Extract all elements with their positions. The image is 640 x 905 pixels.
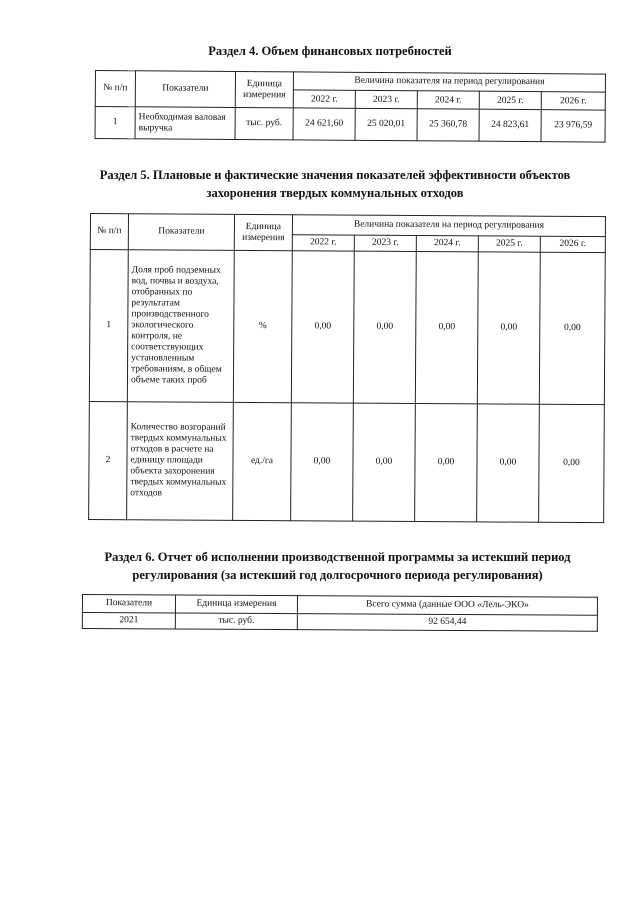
s4-row-unit: тыс. руб. xyxy=(235,107,293,139)
s5-row-value: 0,00 xyxy=(415,403,478,521)
table-row xyxy=(89,401,605,522)
s4-row-value: 24 823,61 xyxy=(479,109,541,141)
s4-year: 2022 г. xyxy=(293,90,355,108)
s4-row-num: 1 xyxy=(95,107,135,139)
s5-header-num: № п/п xyxy=(90,214,128,250)
s5-year: 2026 г. xyxy=(540,236,605,252)
s6-row-total: 92 654,44 xyxy=(297,614,597,632)
s5-row-value: 0,00 xyxy=(291,251,354,403)
s6-row-indicator: 2021 xyxy=(82,613,175,629)
s4-row-value: 25 020,01 xyxy=(355,108,417,140)
s4-year: 2024 г. xyxy=(417,91,479,109)
section4-title: Раздел 4. Объем финансовых потребностей xyxy=(208,44,452,58)
s4-header-unit: Единица измерения xyxy=(235,71,293,107)
s5-year: 2023 г. xyxy=(354,235,416,251)
section5-table xyxy=(88,213,606,523)
table-row xyxy=(95,107,605,143)
s4-header-value-group: Величина показателя на период регулирования xyxy=(293,72,605,92)
section5-title-line2: захоронения твердых коммунальных отходов xyxy=(206,186,464,200)
s4-row-indicator: Необходимая валовая выручка xyxy=(135,107,235,140)
s4-year: 2023 г. xyxy=(355,90,417,108)
s4-header-num: № п/п xyxy=(95,71,135,107)
s5-header-value-group: Величина показателя на период регулирования xyxy=(292,215,605,237)
section4-table xyxy=(95,70,607,143)
section5-title-line1: Раздел 5. Плановые и фактические значения показателей эффективности объектов xyxy=(99,168,571,182)
s5-row-num: 2 xyxy=(89,401,128,519)
s5-row-value: 0,00 xyxy=(415,251,478,403)
table-row xyxy=(89,250,605,405)
s5-year: 2024 г. xyxy=(416,235,478,251)
s5-row-num: 1 xyxy=(89,250,128,402)
s6-header-unit: Единица измерения xyxy=(175,595,297,614)
s4-header-indicator: Показатели xyxy=(135,71,235,108)
s4-year: 2026 г. xyxy=(541,92,605,110)
s6-header-indicator: Показатели xyxy=(82,595,175,613)
s5-year: 2025 г. xyxy=(478,236,540,252)
s5-row-value: 0,00 xyxy=(477,404,540,522)
s4-year: 2025 г. xyxy=(479,91,541,109)
s5-header-indicator: Показатели xyxy=(128,214,234,251)
s4-row-value: 24 621,60 xyxy=(293,108,355,140)
s5-row-unit: % xyxy=(233,250,292,402)
s4-row-value: 25 360,78 xyxy=(417,109,479,141)
section6-title-line1: Раздел 6. Отчет об исполнении производственной программы за истекший период xyxy=(104,550,571,564)
s5-row-value: 0,00 xyxy=(539,404,605,522)
s5-header-unit: Единица измерения xyxy=(234,214,292,250)
s5-row-value: 0,00 xyxy=(291,403,354,521)
section6-table xyxy=(82,594,598,632)
s5-row-value: 0,00 xyxy=(353,251,416,403)
s4-row-value: 23 976,59 xyxy=(541,110,605,142)
s5-row-indicator: Доля проб подземных вод, почвы и воздуха, отобранных по результатам производственного экологического контроля, не соответствующих установленным требованиям, в общем объеме таких проб xyxy=(127,250,234,403)
s5-year: 2022 г. xyxy=(292,235,354,251)
section6-title xyxy=(70,548,605,584)
s6-header-total: Всего сумма (данные ООО «Лель-ЭКО» xyxy=(297,596,597,616)
s5-row-value: 0,00 xyxy=(477,252,540,404)
s5-row-indicator: Количество возгораний твердых коммунальных отходов в расчете на единицу площади объекта захоронения твердых коммунальных отходов xyxy=(127,402,234,521)
s6-row-unit: тыс. руб. xyxy=(175,613,297,630)
s5-row-unit: ед./га xyxy=(233,402,292,520)
s5-row-value: 0,00 xyxy=(353,403,416,521)
section5-title xyxy=(75,166,595,202)
section6-title-line2: регулирования (за истекший год долгосрочного периода регулирования) xyxy=(132,568,543,582)
table-row xyxy=(82,613,597,632)
s5-row-value: 0,00 xyxy=(539,252,605,404)
